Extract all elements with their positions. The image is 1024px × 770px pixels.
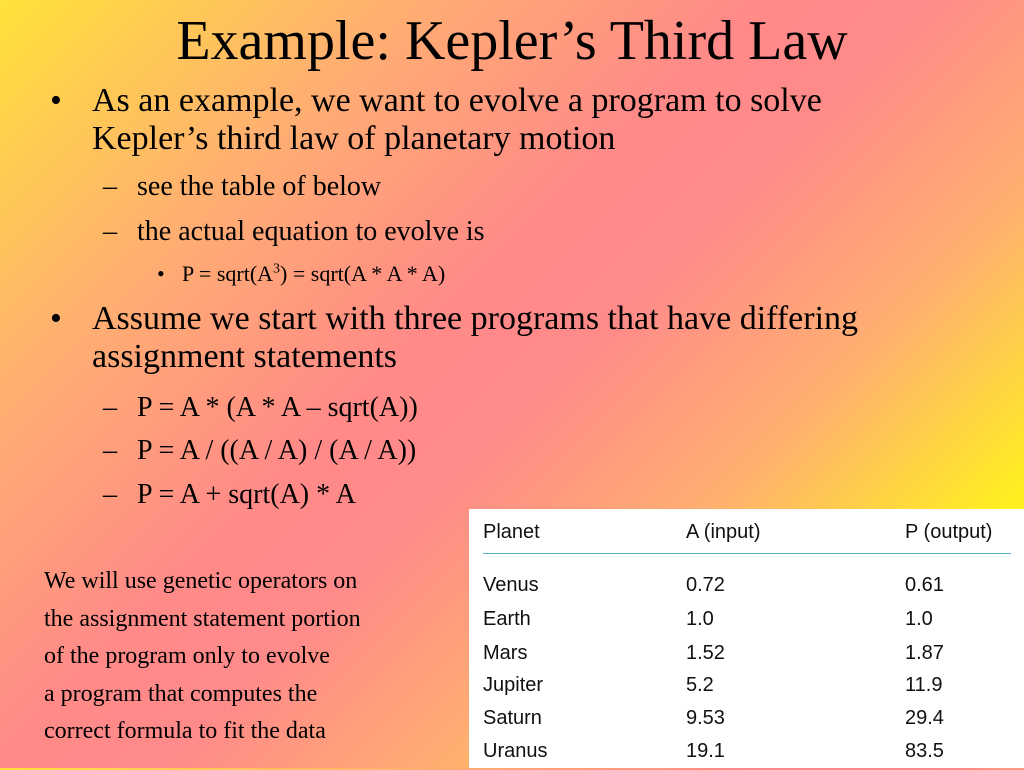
cell-a: 19.1	[686, 740, 725, 762]
slide-title: Example: Kepler’s Third Law	[176, 10, 848, 72]
planet-data-table	[469, 509, 1024, 768]
cell-planet: Venus	[483, 574, 539, 596]
bullet-2	[50, 300, 930, 376]
bullet-marker: •	[50, 82, 62, 119]
program-text: P = A + sqrt(A) * A	[137, 479, 356, 510]
exponent: 3	[273, 261, 281, 277]
note-line: We will use genetic operators on	[44, 568, 358, 594]
note-text	[44, 563, 464, 751]
sub-bullet-equation	[103, 216, 903, 248]
sub-bullet-table-ref	[103, 171, 903, 203]
dash-marker: –	[103, 392, 117, 423]
equation-text	[182, 261, 857, 287]
sub-bullet-text: the actual equation to evolve is	[137, 216, 485, 247]
cell-planet: Uranus	[483, 740, 548, 762]
cell-planet: Jupiter	[483, 674, 544, 696]
cell-p: 11.9	[905, 674, 943, 696]
note-line: the assignment statement portion	[44, 605, 361, 632]
table-header	[483, 521, 1011, 554]
header-planet: Planet	[483, 521, 540, 543]
cell-p: 1.0	[905, 608, 933, 630]
cell-p: 83.5	[905, 740, 944, 762]
equation-rhs: ) = sqrt(A * A * A)	[280, 261, 446, 286]
program-text: P = A / ((A / A) / (A / A))	[137, 435, 417, 466]
cell-a: 0.72	[686, 574, 725, 596]
note-line: of the program only to evolve	[44, 643, 330, 669]
program-1	[103, 392, 903, 424]
cell-a: 1.0	[686, 608, 714, 630]
dash-marker: –	[103, 171, 117, 202]
sub-bullet-text: see the table of below	[137, 171, 382, 202]
program-text: P = A * (A * A – sqrt(A))	[137, 392, 418, 423]
bullet-text: Assume we start with three programs that have differing assignment statements	[92, 300, 859, 375]
program-2	[103, 435, 903, 467]
cell-a: 5.2	[686, 674, 714, 696]
table-row	[483, 740, 1011, 770]
table-row	[483, 608, 1011, 638]
cell-p: 1.87	[905, 642, 944, 664]
cell-planet: Mars	[483, 642, 528, 664]
cell-planet: Saturn	[483, 707, 542, 729]
cell-a: 1.52	[686, 642, 725, 664]
table-row	[483, 674, 1011, 704]
cell-p: 0.61	[905, 574, 944, 596]
dash-marker: –	[103, 435, 117, 466]
dash-marker: –	[103, 479, 117, 510]
note-line: correct formula to fit the data	[44, 718, 326, 744]
header-a-input: A (input)	[686, 521, 761, 543]
equation-lhs: P = sqrt(A	[182, 261, 274, 286]
cell-a: 9.53	[686, 707, 725, 729]
bullet-1	[50, 82, 930, 158]
note-line: a program that computes the	[44, 680, 318, 707]
cell-planet: Earth	[483, 608, 531, 630]
header-p-output: P (output)	[905, 521, 993, 543]
bullet-marker: •	[157, 261, 165, 286]
equation-bullet	[157, 261, 857, 287]
cell-p: 29.4	[905, 707, 944, 729]
table-row	[483, 642, 1011, 672]
bullet-text: As an example, we want to evolve a program to solve Kepler’s third law of planetary motion	[92, 82, 822, 157]
table-row	[483, 574, 1011, 604]
table-row	[483, 707, 1011, 737]
dash-marker: –	[103, 216, 117, 247]
program-3	[103, 479, 903, 511]
bullet-marker: •	[50, 300, 62, 337]
